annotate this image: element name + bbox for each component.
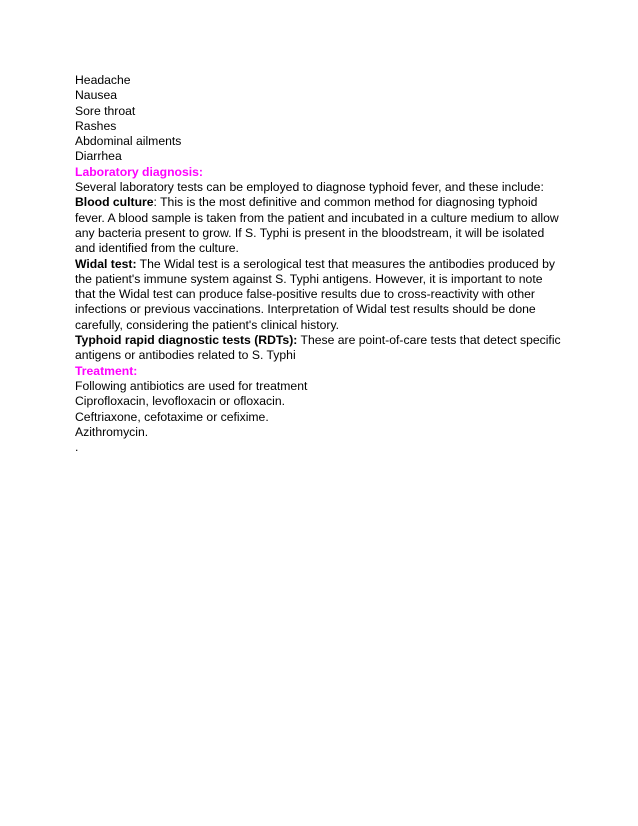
widal-test-paragraph — [75, 257, 565, 333]
symptom-item: Abdominal ailments — [75, 134, 182, 149]
symptom-item: Sore throat — [75, 103, 136, 118]
blood-culture-text: : This is the most definitive and common method for diagnosing typhoid fever. A blood sample is taken from the patient and incubated in a culture medium to allow any bacteria present to grow. If S. Typhi is present in the bloodstream, it will be isolated and identified from the culture. — [75, 195, 559, 256]
blood-culture-term: Blood culture — [75, 195, 154, 210]
widal-test-term: Widal test: — [75, 256, 137, 271]
rdt-paragraph — [75, 333, 565, 364]
symptom-item: Nausea — [75, 88, 118, 103]
treatment-intro: Following antibiotics are used for treatment — [75, 378, 308, 393]
lab-diagnosis-intro: Several laboratory tests can be employed to diagnose typhoid fever, and these include: — [75, 180, 544, 195]
blood-culture-paragraph — [75, 195, 565, 256]
treatment-heading: Treatment: — [75, 363, 138, 378]
treatment-drug-item: Ceftriaxone, cefotaxime or cefixime. — [75, 409, 269, 424]
lab-diagnosis-heading: Laboratory diagnosis: — [75, 164, 203, 179]
widal-test-text: The Widal test is a serological test that measures the antibodies produced by the patient's immune system against S. Typhi antigens. However, it is important to note that the Widal test can produce false-positive results due to cross-reactivity with other infections or previous vaccinations. Interpretation of Widal test results should be done carefully, considering the patient's clinical history. — [75, 256, 555, 332]
rdt-term: Typhoid rapid diagnostic tests (RDTs): — [75, 333, 298, 348]
treatment-drug-item: Azithromycin. — [75, 424, 149, 439]
symptom-item: Diarrhea — [75, 149, 122, 164]
rdt-text: These are point-of-care tests that detect specific antigens or antibodies related to S. Typhi — [75, 333, 561, 363]
document-body — [75, 73, 565, 455]
symptom-item: Headache — [75, 73, 131, 87]
treatment-drug-item: Ciprofloxacin, levofloxacin or ofloxacin. — [75, 394, 285, 409]
symptom-item: Rashes — [75, 118, 117, 133]
trailing-period: . — [75, 440, 79, 455]
